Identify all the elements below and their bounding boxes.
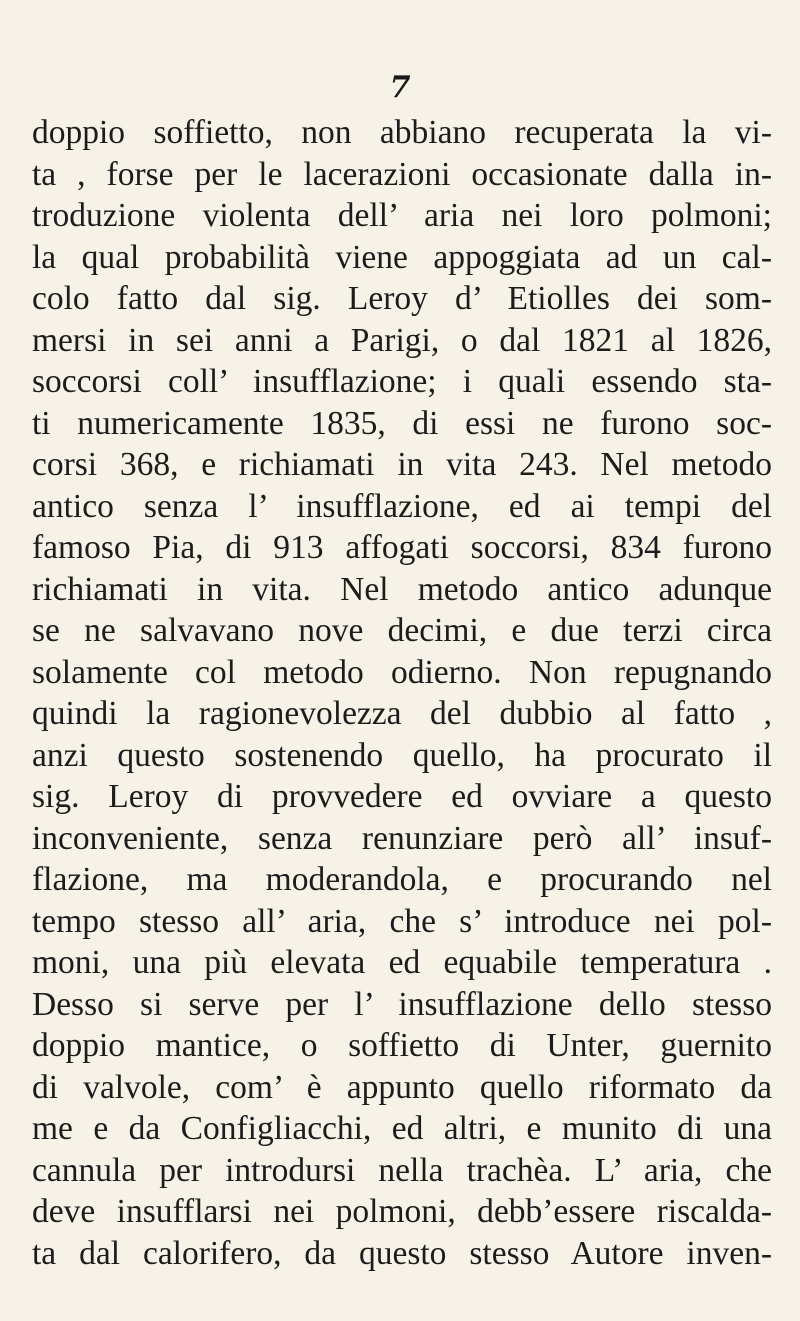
text-line: quindi la ragionevolezza del dubbio al fatto , <box>32 695 772 732</box>
text-line: tempo stesso all’ aria, che s’ introduce nei pol- <box>32 902 772 940</box>
text-line: flazione, ma moderandola, e procurando nel <box>32 861 772 898</box>
page-number: 7 <box>389 70 411 105</box>
text-line: colo fatto dal sig. Leroy d’ Etiolles dei som- <box>32 280 772 317</box>
text-line: me e da Configliacchi, ed altri, e munito di una <box>32 1110 772 1147</box>
text-line: cannula per introdursi nella trachèa. L’ aria, che <box>32 1151 772 1189</box>
text-line: Desso si serve per l’ insufflazione dello stesso <box>32 985 772 1023</box>
text-line: moni, una più elevata ed equabile temperatura . <box>32 944 772 981</box>
text-line: antico senza l’ insufflazione, ed ai tempi del <box>32 487 772 525</box>
text-line: famoso Pia, di 913 affogati soccorsi, 834 furono <box>32 529 772 566</box>
text-line: ta , forse per le lacerazioni occasionate dalla in- <box>32 155 772 193</box>
text-line: solamente col metodo odierno. Non repugnando <box>32 653 772 691</box>
text-line: inconveniente, senza renunziare però all’ insuf- <box>32 819 772 857</box>
text-line: deve insufflarsi nei polmoni, debb’essere riscalda- <box>32 1193 772 1230</box>
text-line: mersi in sei anni a Parigi, o dal 1821 al 1826, <box>32 321 772 359</box>
text-line: sig. Leroy di provvedere ed ovviare a questo <box>32 778 772 815</box>
text-line: ti numericamente 1835, di essi ne furono soc- <box>32 404 772 442</box>
text-line: soccorsi coll’ insufflazione; i quali essendo sta- <box>32 363 772 400</box>
text-line: ta dal calorifero, da questo stesso Autore inven- <box>32 1234 772 1272</box>
text-line: la qual probabilità viene appoggiata ad un cal- <box>32 238 772 276</box>
text-line: troduzione violenta dell’ aria nei loro polmoni; <box>32 197 772 234</box>
text-line: di valvole, com’ è appunto quello riformato da <box>32 1068 772 1106</box>
body-text <box>32 112 772 1274</box>
text-line: doppio mantice, o soffietto di Unter, guernito <box>32 1027 772 1064</box>
text-line: doppio soffietto, non abbiano recuperata la vi- <box>32 114 772 151</box>
text-line: richiamati in vita. Nel metodo antico adunque <box>32 570 772 608</box>
text-line: anzi questo sostenendo quello, ha procurato il <box>32 736 772 774</box>
text-line: se ne salvavano nove decimi, e due terzi circa <box>32 612 772 649</box>
text-line: corsi 368, e richiamati in vita 243. Nel metodo <box>32 446 772 483</box>
